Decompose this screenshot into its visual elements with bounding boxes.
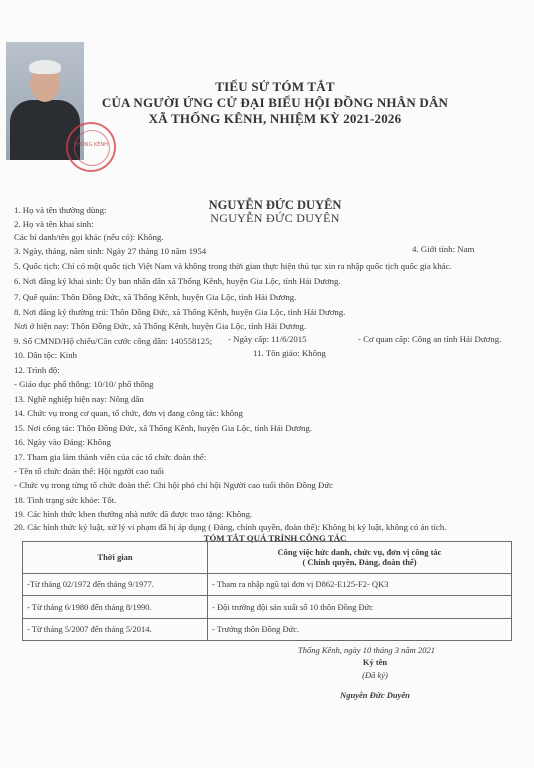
signer-name: Nguyễn Đức Duyên bbox=[340, 690, 410, 700]
field-id-number: 9. Số CMND/Hộ chiếu/Căn cước công dân: 140558125; bbox=[14, 336, 213, 346]
column-header-time: Thời gian bbox=[23, 542, 208, 574]
field-organization-name: - Tên tổ chức đoàn thể: Hội người cao tuổi bbox=[14, 466, 165, 476]
field-birth-registration: 6. Nơi đăng ký khai sinh: Ủy ban nhân dân xã Thống Kênh, huyện Gia Lộc, tỉnh Hải Dương. bbox=[14, 276, 341, 286]
field-ethnicity: 10. Dân tộc: Kinh bbox=[14, 350, 78, 360]
work-history-title: TÓM TẮT QUÁ TRÌNH CÔNG TÁC bbox=[203, 533, 347, 543]
candidate-birth-name: NGUYỄN ĐỨC DUYÊN bbox=[210, 211, 340, 225]
field-aliases: Các bí danh/tên gọi khác (nếu có): Không. bbox=[14, 232, 164, 242]
field-awards: 19. Các hình thức khen thưởng nhà nước đã được trao tặng: Không. bbox=[14, 509, 253, 519]
field-permanent-residence: 8. Nơi đăng ký thường trú: Thôn Đồng Đức, xã Thống Kênh, huyện Gia Lộc, tỉnh Hải Dương. bbox=[14, 307, 346, 317]
field-organizations: 17. Tham gia làm thành viên của các tổ chức đoàn thể: bbox=[14, 452, 207, 462]
document-subtitle-term: XÃ THỐNG KÊNH, NHIỆM KỲ 2021-2026 bbox=[148, 111, 402, 126]
signature-label: Ký tên bbox=[362, 657, 388, 667]
field-general-education: - Giáo dục phổ thông: 10/10/ phổ thông bbox=[14, 379, 154, 389]
field-discipline: 20. Các hình thức kỷ luật, xử lý vi phạm đã bị áp dụng ( Đảng, chính quyền, đoàn thể): Không bị kỷ luật, không có án tích. bbox=[14, 522, 447, 532]
candidate-name-heading: NGUYỄN ĐỨC DUYÊN bbox=[208, 198, 342, 212]
field-hometown: 7. Quê quán: Thôn Đồng Đức, xã Thống Kênh, huyện Gia Lộc, tỉnh Hải Dương. bbox=[14, 292, 297, 302]
official-seal bbox=[66, 122, 116, 172]
field-health: 18. Tình trạng sức khỏe: Tốt. bbox=[14, 495, 117, 505]
row-time: - Từ tháng 6/1980 đến tháng 8/1990. bbox=[23, 596, 208, 618]
field-party-date: 16. Ngày vào Đảng: Không bbox=[14, 437, 111, 447]
row-time: - Từ tháng 5/2007 đến tháng 5/2014. bbox=[23, 618, 208, 640]
document-title: TIỂU SỬ TÓM TẮT bbox=[215, 79, 335, 94]
row-job: - Trưởng thôn Đồng Đức. bbox=[208, 618, 512, 640]
field-id-issue-date: - Ngày cấp: 11/6/2015 bbox=[228, 334, 307, 344]
signed-note: (Đã ký) bbox=[362, 670, 388, 680]
field-nationality: 5. Quốc tịch: Chỉ có một quốc tịch Việt Nam và không trong thời gian thực hiện thủ tục xin ra nhập quốc tịch quốc gia khác. bbox=[14, 261, 452, 271]
field-religion: 11. Tôn giáo: Không bbox=[253, 348, 326, 358]
field-birth-date: 3. Ngày, tháng, năm sinh: Ngày 27 tháng 10 năm 1954 bbox=[14, 246, 207, 256]
field-birth-name: 2. Họ và tên khai sinh: bbox=[14, 219, 94, 229]
column-header-job bbox=[208, 542, 512, 574]
field-education: 12. Trình độ: bbox=[14, 365, 60, 375]
photo-hair bbox=[29, 60, 61, 74]
row-job: - Tham ra nhập ngũ tại đơn vị D862-E125-F2- QK3 bbox=[208, 573, 512, 595]
field-gender: 4. Giới tính: Nam bbox=[412, 244, 475, 254]
column-header-job-line2: ( Chính quyền, Đảng, đoàn thể) bbox=[302, 557, 417, 568]
field-position: 14. Chức vụ trong cơ quan, tổ chức, đơn vị đang công tác: không bbox=[14, 408, 243, 418]
field-occupation: 13. Nghề nghiệp hiện nay: Nông dân bbox=[14, 394, 144, 404]
field-common-name: 1. Họ và tên thường dùng: bbox=[14, 205, 107, 215]
field-workplace: 15. Nơi công tác: Thôn Đồng Đức, xã Thống Kênh, huyện Gia Lộc, tỉnh Hải Dương. bbox=[14, 423, 313, 433]
field-current-residence: Nơi ở hiện nay: Thôn Đồng Đức, xã Thống Kênh, huyện Gia Lộc, tỉnh Hải Dương. bbox=[14, 321, 307, 331]
place-date: Thống Kênh, ngày 10 tháng 3 năm 2021 bbox=[298, 645, 435, 655]
row-job: - Đội trưởng đội sản xuất số 10 thôn Đồng Đức bbox=[208, 596, 512, 618]
work-history-table bbox=[22, 541, 512, 641]
table-row bbox=[23, 596, 512, 618]
table-row bbox=[23, 573, 512, 595]
column-header-job-line1: Công việc hức danh, chức vụ, đơn vị công tác bbox=[277, 547, 442, 558]
table-header-row bbox=[23, 542, 512, 574]
row-time: -Từ tháng 02/1972 đến tháng 9/1977. bbox=[23, 573, 208, 595]
field-id-issuer: - Cơ quan cấp: Công an tỉnh Hải Dương. bbox=[358, 334, 502, 344]
document-subtitle: CỦA NGƯỜI ỨNG CỬ ĐẠI BIỂU HỘI ĐỒNG NHÂN DÂN bbox=[101, 95, 449, 110]
table-row bbox=[23, 618, 512, 640]
field-organization-role: - Chức vụ trong từng tổ chức đoàn thể: Chi hội phó chi hội Người cao tuổi thôn Đồng Đức bbox=[14, 480, 333, 490]
seal-text: THỐNG KÊNH bbox=[74, 142, 108, 148]
